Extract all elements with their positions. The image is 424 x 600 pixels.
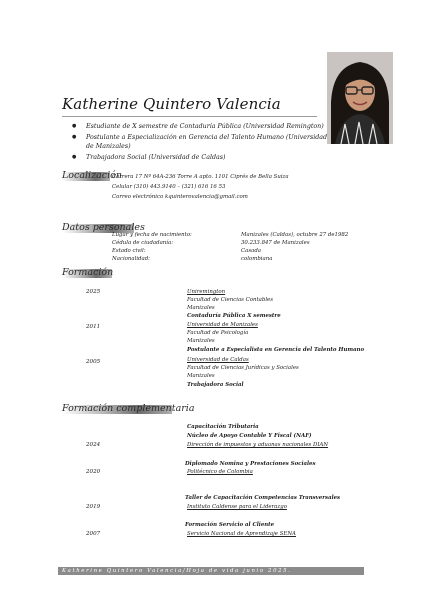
summary-item: ● Postulante a Especialización en Gerencia del Talento Humano (Universidad de Manizales) [70,133,335,151]
education-line: Manizales [187,373,215,379]
education-year: 2011 [86,324,101,330]
summary-item: ● Trabajadora Social (Universidad de Caldas) [70,153,335,162]
course-subtitle: Núcleo de Apoyo Contable Y Fiscal (NAF) [187,433,312,439]
email: Correo electrónico kquinterovalencia@gmail.com [112,194,248,200]
course-year: 2020 [86,469,101,475]
course-title: Diplomado Nomina y Prestaciones Sociales [185,461,316,467]
summary-item: ● Estudiante de X semestre de Contaduría Pública (Universidad Remington) [70,122,335,131]
address: Carrera 17 Nº 64A-236 Torre A apto. 1101 Ciprés de Bella Suiza [112,174,289,180]
education-institution: Universidad de Caldas [187,357,249,363]
education-degree: Trabajadora Social [187,382,244,388]
course-institution: Servicio Nacional de Aprendizaje SENA [187,531,296,537]
name-underline [62,116,317,117]
birth-label: Lugar y fecha de nacimiento: [112,232,192,238]
education-line: Facultad de Psicología [187,330,249,336]
footer-text: Katherine Quintero Valencia/Hoja de vida junio 2025. [62,568,292,574]
birth-value: Manizales (Caldas), octubre 27 de1982 [241,232,349,238]
nationality-value: colombiana [241,256,273,262]
location-heading: Localización [62,170,122,181]
summary-list [70,122,335,164]
education-line: Manizales [187,338,215,344]
education-line: Manizales [187,305,215,311]
course-year: 2007 [86,531,101,537]
civil-status-value: Casada [241,248,261,254]
phone: Celular (310) 443.9140 – (321) 616 16 53 [112,184,226,190]
course-title: Capacitación Tributaria [187,424,259,430]
education-year: 2005 [86,359,101,365]
course-year: 2019 [86,504,101,510]
education-institution: Uniremington [187,289,226,295]
course-institution: Dirección de impuestos y aduanas nacionales DIAN [187,442,329,448]
profile-photo [327,52,393,144]
education-line: Facultad de Ciencias Jurídicas y Sociales [187,365,299,371]
complementary-heading: Formación complementaria [62,403,195,414]
education-institution: Universidad de Manizales [187,322,258,328]
education-heading: Formación [62,267,114,278]
course-title: Taller de Capacitación Competencias Transversales [185,495,341,501]
candidate-name: Katherine Quintero Valencia [62,95,281,113]
course-institution: Instituto Caldense para el Liderazgo [187,504,287,510]
civil-status-label: Estado civil: [112,248,146,254]
course-title: Formación Servicio al Cliente [185,522,275,528]
education-degree: Postulante a Especialista en Gerencia del Talento Humano [187,347,365,353]
education-year: 2025 [86,289,101,295]
personal-heading: Datos personales [62,222,145,233]
id-value: 30.233.847 de Manizales [241,240,310,246]
id-label: Cédula de ciudadanía: [112,240,174,246]
education-line: Facultad de Ciencias Contables [187,297,274,303]
education-degree: Contaduría Pública X semestre [187,313,281,319]
course-institution: Politécnico de Colombia [187,469,253,475]
course-year: 2024 [86,442,101,448]
nationality-label: Nacionalidad: [112,256,150,262]
